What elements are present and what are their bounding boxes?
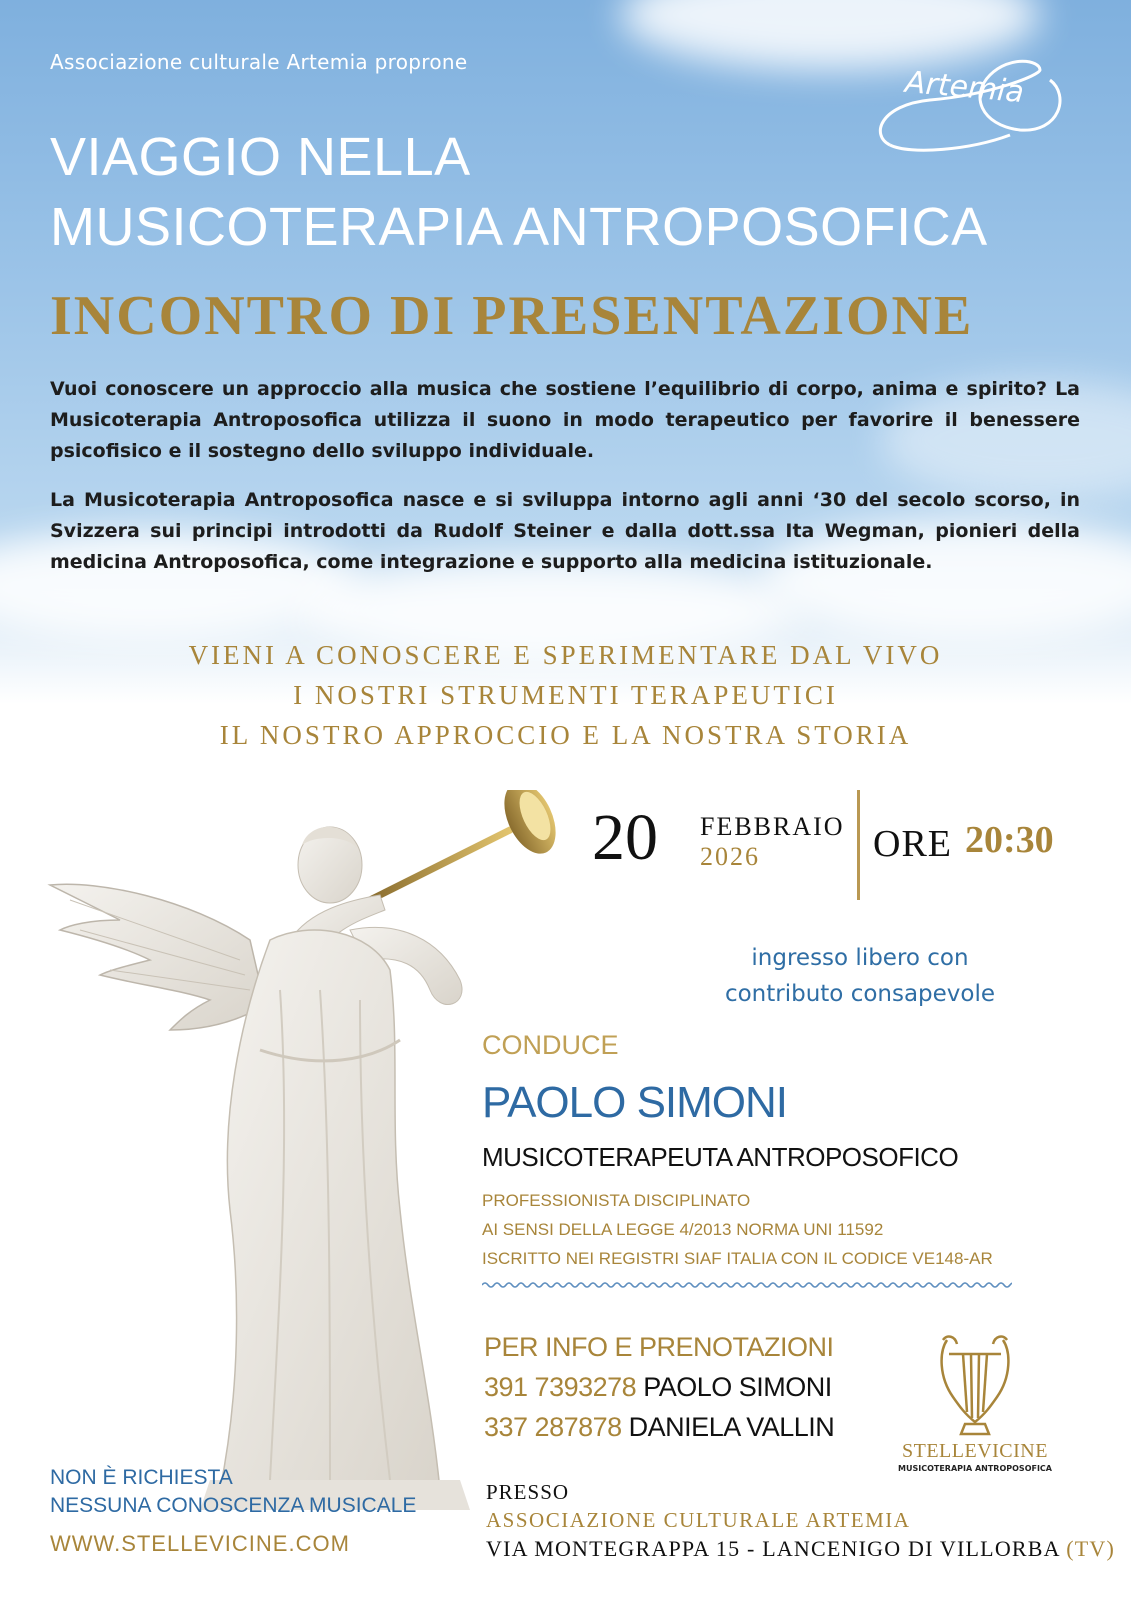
host-credential-3: ISCRITTO NEI REGISTRI SIAF ITALIA CON IL CODICE VE148-AR (482, 1249, 993, 1268)
venue-name: ASSOCIAZIONE CULTURALE ARTEMIA (486, 1508, 911, 1532)
invite-line-3: IL NOSTRO APPROCCIO E LA NOSTRA STORIA (219, 720, 912, 750)
venue-address (486, 1536, 1115, 1562)
intro-paragraph-1: Vuoi conoscere un approccio alla musica che sostiene l’equilibrio di corpo, anima e spirito? La Musicoterapia Antroposofica utilizza il suono in modo terapeutico per favorire il benessere psicofisico e il sostegno dello sviluppo individuale. (50, 378, 1080, 462)
contacts-heading: PER INFO E PRENOTAZIONI (484, 1332, 834, 1362)
presenter-line: Associazione culturale Artemia proprone (50, 50, 468, 74)
host-role: MUSICOTERAPEUTA ANTROPOSOFICO (482, 1142, 959, 1172)
contact-name: DANIELA VALLIN (628, 1412, 835, 1442)
wave-divider (482, 1280, 1012, 1290)
requirement-note-line-2: NESSUNA CONOSCENZA MUSICALE (50, 1494, 417, 1517)
host-label: CONDUCE (482, 1030, 619, 1060)
website-link[interactable]: WWW.STELLEVICINE.COM (50, 1531, 350, 1556)
event-year: 2026 (700, 842, 760, 871)
time-label: ORE (873, 823, 952, 865)
event-day: 20 (592, 801, 658, 874)
entry-note-line-1: ingresso libero con (751, 945, 969, 971)
event-time: 20:30 (965, 819, 1054, 861)
requirement-note-line-1: NON È RICHIESTA (50, 1466, 233, 1489)
venue-street: VIA MONTEGRAPPA 15 - LANCENIGO DI VILLORBA (486, 1536, 1060, 1561)
host-name: PAOLO SIMONI (482, 1078, 788, 1127)
brand-name: STELLEVICINE (902, 1440, 1048, 1462)
event-month: FEBBRAIO (700, 812, 845, 841)
invite-line-2: I NOSTRI STRUMENTI TERAPEUTICI (293, 680, 838, 710)
title-line-2: MUSICOTERAPIA ANTROPOSOFICA (50, 197, 988, 257)
venue-label: PRESSO (486, 1480, 570, 1504)
contact-item (484, 1372, 832, 1403)
title-line-1: VIAGGIO NELLA (50, 127, 471, 187)
contact-item (484, 1412, 834, 1443)
lyre-icon (935, 1332, 1015, 1442)
host-credential-2: AI SENSI DELLA LEGGE 4/2013 NORMA UNI 11592 (482, 1220, 884, 1239)
host-credential-1: PROFESSIONISTA DISCIPLINATO (482, 1191, 751, 1210)
entry-note-line-2: contributo consapevole (724, 981, 996, 1007)
brand-subtitle: MUSICOTERAPIA ANTROPOSOFICA (898, 1464, 1052, 1473)
contact-name: PAOLO SIMONI (643, 1372, 832, 1402)
subtitle: INCONTRO DI PRESENTAZIONE (50, 285, 974, 347)
contact-phone[interactable]: 337 287878 (484, 1412, 622, 1442)
intro-paragraph-2: La Musicoterapia Antroposofica nasce e si sviluppa intorno agli anni ‘30 del secolo scorso, in Svizzera sui principi introdotti da Rudolf Steiner e dalla dott.ssa Ita Wegman, pionieri della medicina Antroposofica, come integrazione e supporto alla medicina istituzionale. (50, 489, 1080, 573)
venue-province: (TV) (1066, 1536, 1116, 1561)
invite-line-1: VIENI A CONOSCERE E SPERIMENTARE DAL VIVO (188, 640, 943, 670)
date-time-divider (857, 790, 860, 900)
contact-phone[interactable]: 391 7393278 (484, 1372, 637, 1402)
artemia-logo-text: Artemia (903, 64, 1026, 111)
